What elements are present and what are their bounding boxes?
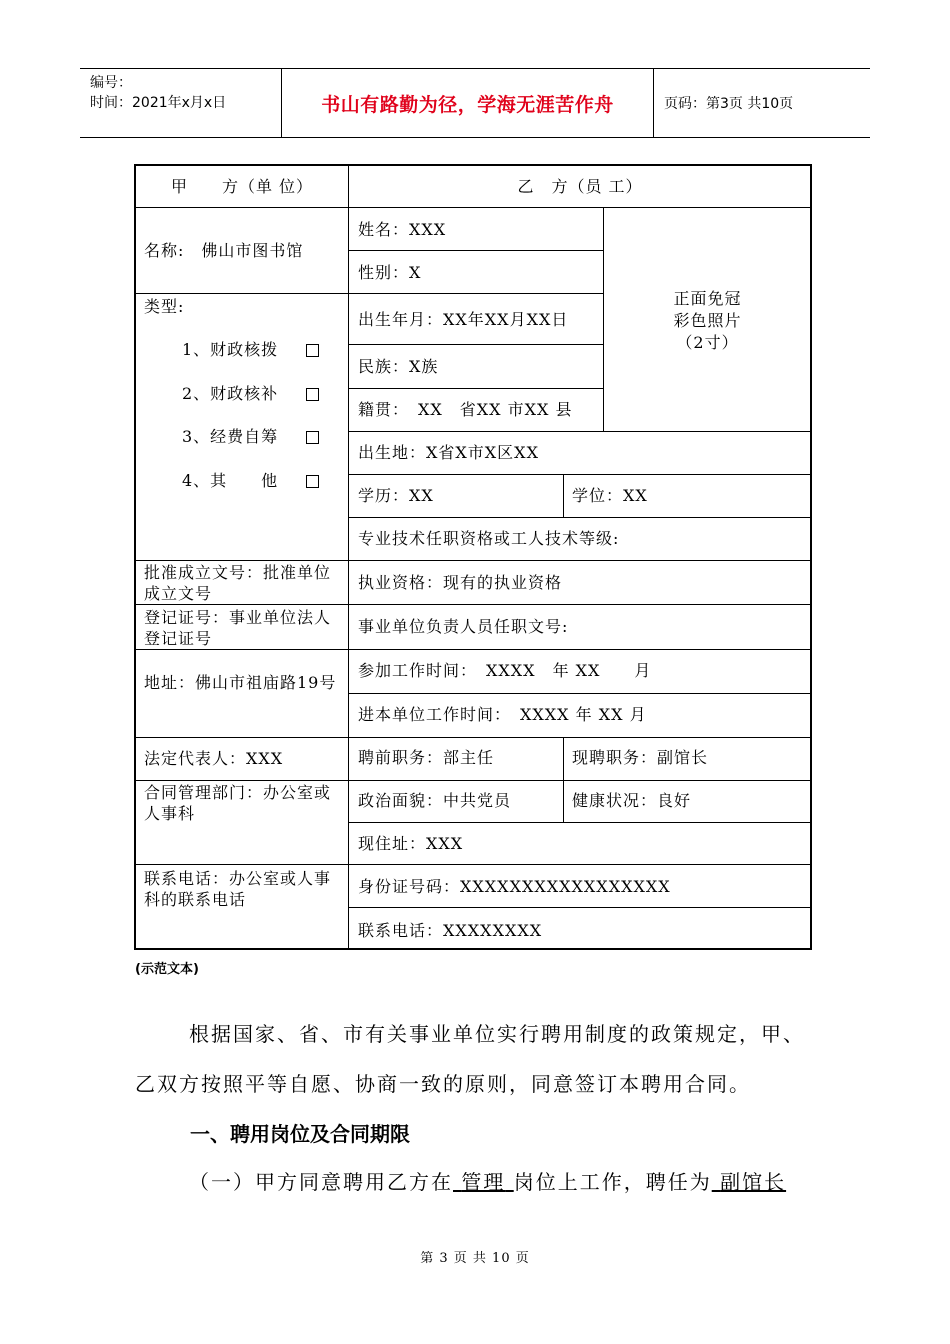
legal-representative: 法定代表人：XXX [144, 749, 284, 768]
current-post: 现聘职务：副馆长 [572, 748, 709, 767]
type-option-label: 3、经费自筹 [182, 427, 279, 446]
header-meta [80, 69, 282, 137]
intro-line-1: 根据国家、省、市有关事业单位实行聘用制度的政策规定，甲、 [189, 1022, 805, 1046]
type-option-3[interactable] [182, 426, 319, 448]
registration-number: 登记证号：事业单位法人登记证号 [144, 608, 332, 648]
checkbox[interactable] [306, 344, 319, 357]
employee-education: 学历：XX [358, 486, 434, 505]
health-status: 健康状况：良好 [572, 791, 692, 810]
employee-phone: 联系电话：XXXXXXXX [358, 921, 543, 940]
contract-dept: 合同管理部门：办公室或人事科 [144, 783, 332, 823]
approval-doc-number: 批准成立文号：批准单位成立文号 [144, 563, 332, 603]
type-option-label: 4、其 他 [182, 471, 279, 490]
clause-1 [135, 1166, 889, 1195]
intro-line-2: 乙双方按照平等自愿、协商一致的原则，同意签订本聘用合同。 [135, 1072, 751, 1096]
employer-address: 地址：佛山市祖庙路19号 [144, 673, 337, 692]
join-unit-date: 进本单位工作时间： XXXX 年 XX 月 [358, 705, 647, 724]
number-label: 编号： [90, 75, 132, 91]
employee-birth: 出生年月：XX年XX月XX日 [358, 310, 569, 329]
photo-line: 彩色照片 [673, 311, 742, 330]
employer-name: 名称: 佛山市图书馆 [144, 241, 304, 260]
party-a-header: 甲 方（单 位） [170, 177, 314, 196]
type-option-2[interactable] [182, 383, 319, 405]
type-option-label: 2、财政核补 [182, 384, 279, 403]
type-option-label: 1、财政核拨 [182, 340, 279, 359]
date-label: 时间：2021年x月x日 [90, 95, 227, 111]
political-status: 政治面貌：中共党员 [358, 791, 512, 810]
type-option-1[interactable] [182, 339, 319, 361]
previous-post: 聘前职务：部主任 [358, 748, 495, 767]
practice-qualification: 执业资格：现有的执业资格 [358, 573, 563, 592]
tech-qualification: 专业技术任职资格或工人技术等级: [358, 529, 620, 548]
post-field[interactable]: 管理 [461, 1170, 506, 1194]
page-footer: 第 3 页 共 10 页 [420, 1251, 530, 1266]
contract-info-table [134, 164, 812, 950]
header-slogan: 书山有路勤为径，学海无涯苦作舟 [282, 69, 654, 137]
id-number: 身份证号码：XXXXXXXXXXXXXXXXX [358, 877, 671, 896]
employee-gender: 性别：X [358, 263, 422, 282]
checkbox[interactable] [306, 475, 319, 488]
clause-text: 岗位上工作，聘任为 [513, 1170, 712, 1194]
employee-native-place: 籍贯： XX 省XX 市XX 县 [358, 400, 573, 419]
document-header [80, 68, 870, 138]
photo-placeholder[interactable] [603, 288, 812, 354]
checkbox[interactable] [306, 388, 319, 401]
employee-name: 姓名：XXX [358, 220, 447, 239]
header-page-number: 页码：第3页 共10页 [664, 96, 794, 112]
current-residence: 现住址：XXX [358, 834, 464, 853]
employer-phone: 联系电话：办公室或人事科的联系电话 [144, 869, 332, 909]
checkbox[interactable] [306, 431, 319, 444]
photo-line: 正面免冠 [673, 289, 742, 308]
employee-degree: 学位：XX [572, 486, 648, 505]
work-start-date: 参加工作时间： XXXX 年 XX 月 [358, 661, 652, 680]
employee-ethnicity: 民族：X族 [358, 357, 439, 376]
employer-type-label: 类型: [144, 297, 185, 316]
type-option-4[interactable] [182, 470, 319, 492]
party-b-header: 乙 方（员 工） [517, 177, 643, 196]
employee-birthplace: 出生地：X省X市X区XX [358, 443, 539, 462]
appointment-doc-number: 事业单位负责人员任职文号: [358, 617, 569, 636]
section-heading-1: 一、聘用岗位及合同期限 [190, 1122, 410, 1146]
sample-text-note: (示范文本) [135, 962, 199, 977]
title-field[interactable]: 副馆长 [720, 1170, 787, 1194]
photo-line: （2寸） [676, 333, 739, 352]
clause-text: （一）甲方同意聘用乙方在 [189, 1170, 453, 1194]
